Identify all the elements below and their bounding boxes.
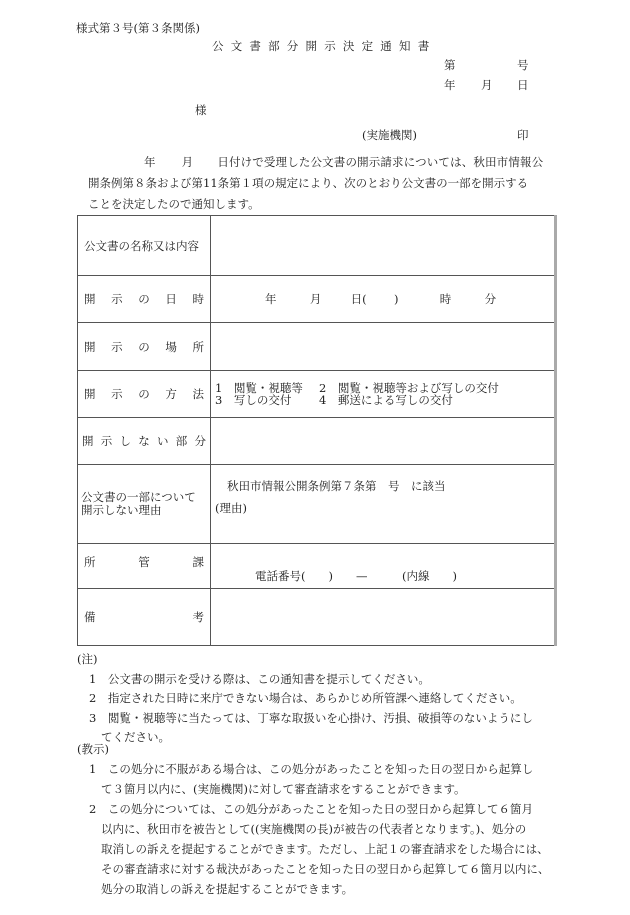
recipient-honorific: 様 — [195, 103, 207, 117]
table-row-reason — [78, 465, 556, 544]
table-row-method — [78, 371, 556, 418]
value-undisclosed-part[interactable] — [211, 418, 556, 465]
intro-paragraph — [88, 152, 558, 215]
reason-label: (理由) — [215, 501, 247, 515]
dt-day: 日( — [350, 292, 367, 306]
table-row-undisclosed-part — [78, 418, 556, 465]
intro-line2: 開条例第８条および第11条第１項の規定により、次のとおり公文書の一部を開示する — [88, 176, 529, 190]
note-item: 2 指定された日時に来庁できない場合は、あらかじめ所管課へ連絡してください。 — [89, 691, 522, 705]
dt-hour: 時 — [439, 292, 452, 306]
method-option-4[interactable]: 4 郵送による写しの交付 — [319, 393, 453, 407]
value-reason[interactable] — [211, 465, 556, 544]
label-department: 所 管 課 — [78, 544, 211, 589]
disclosure-table — [77, 215, 557, 646]
instruction-item-1-cont: て３箇月以内に、(実施機関)に対して審査請求をすることができます。 — [101, 782, 466, 796]
method-option-1[interactable]: 1 閲覧・視聴等 — [215, 381, 303, 395]
note-item: 1 公文書の開示を受ける際は、この通知書を提示してください。 — [89, 671, 430, 686]
label-place: 開 示 の 場 所 — [78, 323, 211, 371]
value-document-name[interactable] — [211, 216, 556, 276]
instruction-item-2-cont: 取消しの訴えを提起することができます。ただし、上記１の審査請求をした場合には、 — [101, 842, 549, 856]
doc-number-prefix: 第 — [444, 58, 456, 72]
instruction-section — [77, 739, 557, 899]
date-year-label: 年 — [444, 78, 456, 92]
table-row-department — [78, 544, 556, 589]
notes-heading: (注) — [77, 652, 98, 666]
date-day-label: 日 — [517, 78, 529, 92]
document-title: 公文書部分開示決定通知書 — [212, 39, 437, 53]
note-item-continuation: てください。 — [101, 730, 170, 744]
intro-line1: 日付けで受理した公文書の開示請求については、秋田市情報公 — [217, 155, 544, 169]
instruction-item-2-cont: その審査請求に対する裁決があったことを知った日の翌日から起算して６箇月以内に、 — [101, 862, 550, 876]
value-department[interactable] — [211, 544, 556, 589]
date-month-label: 月 — [481, 78, 493, 92]
table-row-datetime — [78, 276, 556, 323]
phone-number-field: 電話番号( ) — (内線 ) — [255, 569, 457, 583]
doc-number-suffix: 号 — [517, 58, 529, 72]
value-place[interactable] — [211, 323, 556, 371]
table-row-remarks — [78, 589, 556, 646]
intro-month: 月 — [181, 155, 194, 169]
instruction-item-2-cont: 以内に、秋田市を被告として((実施機関の長)が被告の代表者となります。)、処分の — [101, 822, 527, 836]
dt-month: 月 — [309, 292, 322, 306]
label-reason: 公文書の一部について 開示しない理由 — [78, 465, 211, 544]
label-datetime: 開 示 の 日 時 — [78, 276, 211, 323]
value-datetime[interactable] — [211, 276, 556, 323]
value-method — [211, 371, 556, 418]
method-option-3[interactable]: 3 写しの交付 — [215, 393, 292, 407]
dt-year: 年 — [265, 292, 277, 306]
label-undisclosed-part: 開 示 し な い 部 分 — [78, 418, 211, 465]
instruction-item-2-cont: 処分の取消しの訴えを提起することができます。 — [101, 882, 354, 896]
label-remarks: 備 考 — [78, 589, 211, 646]
instruction-item-1: 1 この処分に不服がある場合は、この処分があったことを知った日の翌日から起算し — [89, 762, 534, 776]
intro-line3: ことを決定したので通知します。 — [88, 197, 260, 211]
label-method: 開 示 の 方 法 — [78, 371, 211, 418]
value-remarks[interactable] — [211, 589, 556, 646]
notes-section — [77, 650, 557, 748]
issuing-agency: (実施機関) — [362, 128, 417, 142]
intro-year: 年 — [144, 155, 156, 169]
instruction-item-2: 2 この処分については、この処分があったことを知った日の翌日から起算して６箇月 — [89, 802, 533, 816]
method-option-2[interactable]: 2 閲覧・視聴等および写しの交付 — [319, 381, 499, 395]
label-document-name: 公文書の名称又は内容 — [78, 216, 211, 276]
dt-weekday-close: ) — [393, 292, 399, 306]
reason-ordinance-clause: 秋田市情報公開条例第７条第 号 に該当 — [227, 479, 446, 493]
dt-minute: 分 — [484, 292, 497, 306]
seal-mark: 印 — [517, 128, 529, 142]
table-row-place — [78, 323, 556, 371]
form-number: 様式第３号(第３条関係) — [76, 21, 200, 35]
instruction-heading: (教示) — [77, 742, 109, 756]
table-row-document-name — [78, 216, 556, 276]
note-item: 3 閲覧・視聴等に当たっては、丁寧な取扱いを心掛け、汚損、破損等のないようにし — [89, 710, 533, 725]
